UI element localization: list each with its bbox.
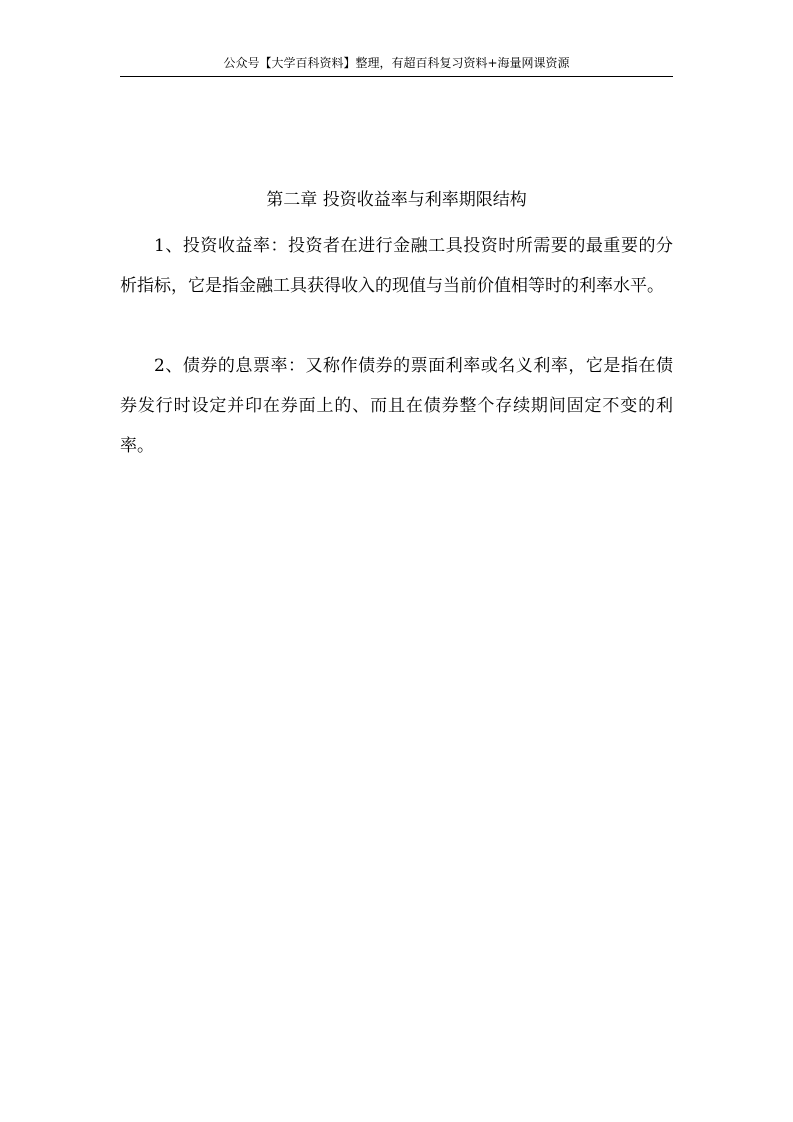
page-header [120, 56, 673, 77]
chapter-title: 第二章 投资收益率与利率期限结构 [266, 190, 527, 210]
paragraph-investment-yield: 1、投资收益率：投资者在进行金融工具投资时所需要的最重要的分析指标，它是指金融工具获得收入的现值与当前价值相等时的利率水平。 [120, 236, 673, 296]
header-text: 公众号【大学百科资料】整理，有超百科复习资料+海量网课资源 [223, 56, 570, 70]
paragraph-coupon-rate: 2、债券的息票率：又称作债券的票面利率或名义利率，它是指在债券发行时设定并印在券面上的、而且在债券整个存续期间固定不变的利率。 [120, 356, 673, 456]
